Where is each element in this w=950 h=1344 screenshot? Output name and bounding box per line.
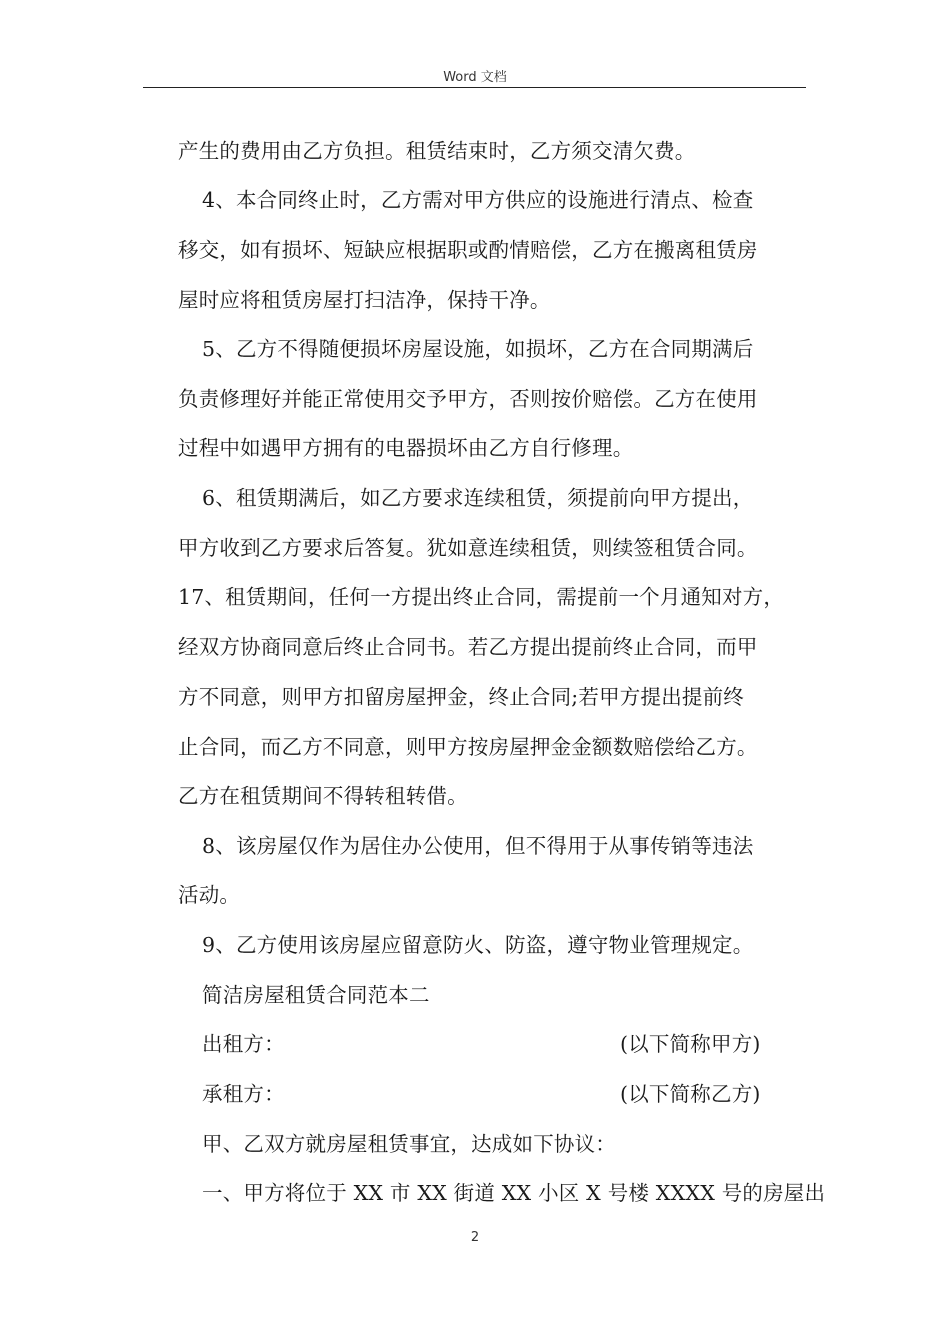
lessor-label: 出租方： <box>202 1032 285 1056</box>
body-line-9: 甲方收到乙方要求后答复。犹如意连续租赁，则续签租赁合同。 <box>178 536 758 560</box>
lessee-label: 承租方： <box>202 1082 285 1106</box>
body-line-13: 止合同，而乙方不同意，则甲方按房屋押金金额数赔偿给乙方。 <box>178 735 758 759</box>
body-line-11: 经双方协商同意后终止合同书。若乙方提出提前终止合同，而甲 <box>178 635 758 659</box>
body-line-14: 乙方在租赁期间不得转租转借。 <box>178 784 468 808</box>
body-line-3: 移交，如有损坏、短缺应根据职或酌情赔偿，乙方在搬离租赁房 <box>178 238 758 262</box>
page-number: 2 <box>470 1230 480 1245</box>
body-line-4: 屋时应将租赁房屋打扫洁净，保持干净。 <box>178 288 551 312</box>
body-line-17: 9、乙方使用该房屋应留意防火、防盗，遵守物业管理规定。 <box>202 933 754 957</box>
page-header-title: Word 文档 <box>443 70 507 85</box>
agreement-line: 甲、乙双方就房屋租赁事宜，达成如下协议： <box>202 1132 616 1156</box>
body-line-8: 6、租赁期满后，如乙方要求连续租赁，须提前向甲方提出， <box>202 486 754 510</box>
lessor-note: (以下简称甲方) <box>620 1032 761 1056</box>
body-line-6: 负责修理好并能正常使用交予甲方，否则按价赔偿。乙方在使用 <box>178 387 758 411</box>
body-line-12: 方不同意，则甲方扣留房屋押金，终止合同;若甲方提出提前终 <box>178 685 745 709</box>
header-divider <box>143 87 806 88</box>
lessee-note: (以下简称乙方) <box>620 1082 761 1106</box>
clause-one-line: 一、甲方将位于 XX 市 XX 街道 XX 小区 X 号楼 XXXX 号的房屋出 <box>202 1181 826 1205</box>
body-line-2: 4、本合同终止时，乙方需对甲方供应的设施进行清点、检查 <box>202 188 754 212</box>
body-line-5: 5、乙方不得随便损坏房屋设施，如损坏，乙方在合同期满后 <box>202 337 754 361</box>
body-line-15: 8、该房屋仅作为居住办公使用，但不得用于从事传销等违法 <box>202 834 754 858</box>
body-line-7: 过程中如遇甲方拥有的电器损坏由乙方自行修理。 <box>178 436 634 460</box>
body-line-10: 17、租赁期间，任何一方提出终止合同，需提前一个月通知对方， <box>178 585 785 609</box>
body-line-16: 活动。 <box>178 883 241 907</box>
body-line-1: 产生的费用由乙方负担。租赁结束时，乙方须交清欠费。 <box>178 139 696 163</box>
section-title: 简洁房屋租赁合同范本二 <box>202 983 430 1007</box>
